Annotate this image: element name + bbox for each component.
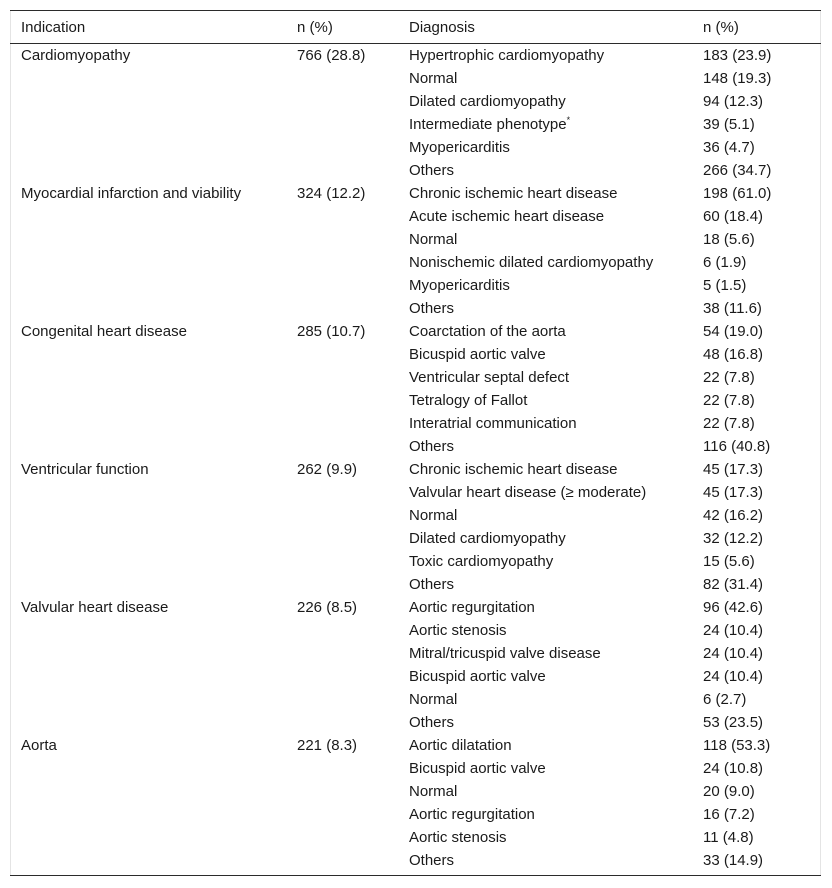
indication-count-cell: [286, 573, 398, 596]
diagnosis-count-cell: 42 (16.2): [703, 507, 764, 524]
table-row: [10, 573, 821, 596]
diagnosis-label: Aortic dilatation: [409, 737, 512, 754]
diagnosis-label: Normal: [409, 783, 458, 800]
indication-count-cell: 262 (9.9): [297, 461, 358, 478]
indication-cell: [10, 366, 286, 389]
diagnosis-count-cell: 6 (2.7): [703, 691, 747, 708]
indication-cell: [10, 205, 286, 228]
indication-count-cell: 766 (28.8): [297, 47, 366, 64]
indication-cell: [10, 251, 286, 274]
diagnosis-label: Bicuspid aortic valve: [409, 760, 546, 777]
table-row: [10, 136, 821, 159]
diagnosis-count-cell: 53 (23.5): [703, 714, 764, 731]
indication-count-cell: [286, 90, 398, 113]
diagnosis-count-cell: 82 (31.4): [703, 576, 764, 593]
table-row: [10, 550, 821, 573]
table-row: [10, 481, 821, 504]
table-row: [10, 642, 821, 665]
indication-cell: [10, 527, 286, 550]
diagnosis-cell: [398, 573, 692, 596]
diagnosis-label: Others: [409, 714, 455, 731]
indication-cell: [10, 573, 286, 596]
indication-count-cell: [286, 412, 398, 435]
table-row: [10, 849, 821, 872]
indication-count-cell: [286, 849, 398, 872]
diagnosis-count-cell: 118 (53.3): [703, 737, 771, 754]
diagnosis-label: Normal: [409, 507, 458, 524]
indication-cell: [10, 504, 286, 527]
diagnosis-label: Acute ischemic heart disease: [409, 208, 605, 225]
diagnosis-count-cell: 45 (17.3): [703, 461, 764, 478]
diagnosis-label: Myopericarditis: [409, 139, 510, 156]
diagnosis-label: Others: [409, 576, 455, 593]
diagnosis-count-cell: 20 (9.0): [703, 783, 755, 800]
table-row: [10, 90, 821, 113]
diagnosis-label: Aortic regurgitation: [409, 599, 535, 616]
table-row: [10, 803, 821, 826]
diagnosis-count-cell: 22 (7.8): [703, 369, 755, 386]
diagnosis-label: Coarctation of the aorta: [409, 323, 566, 340]
diagnosis-label: Bicuspid aortic valve: [409, 668, 546, 685]
table-row: [10, 504, 821, 527]
diagnosis-cell: [398, 596, 692, 619]
diagnosis-count-cell: 60 (18.4): [703, 208, 764, 225]
diagnosis-count-cell: 6 (1.9): [703, 254, 747, 271]
indication-count-cell: [286, 366, 398, 389]
indication-count-cell: [286, 297, 398, 320]
diagnosis-cell: [398, 711, 692, 734]
header-diagnosis: Diagnosis: [409, 19, 475, 36]
indication-count-cell: [286, 389, 398, 412]
diagnosis-label: Dilated cardiomyopathy: [409, 530, 566, 547]
diagnosis-cell: [398, 251, 692, 274]
table-row: [10, 205, 821, 228]
diagnosis-cell: [398, 527, 692, 550]
diagnosis-label: Myopericarditis: [409, 277, 510, 294]
diagnosis-cell: [398, 780, 692, 803]
diagnosis-cell: [398, 458, 692, 481]
diagnosis-cell: [398, 320, 692, 343]
header-row: [10, 16, 821, 44]
indication-cell: [10, 435, 286, 458]
table-top-rule: [10, 10, 821, 11]
indication-cell: [10, 711, 286, 734]
diagnosis-label: Others: [409, 300, 455, 317]
indication-cell: [10, 757, 286, 780]
diagnosis-cell: [398, 803, 692, 826]
diagnosis-label: Dilated cardiomyopathy: [409, 93, 566, 110]
diagnosis-cell: [398, 113, 692, 136]
indication-count-cell: [286, 527, 398, 550]
diagnosis-count-cell: 39 (5.1): [703, 116, 755, 133]
indication-cell: Ventricular function: [21, 461, 149, 478]
indication-count-cell: [286, 159, 398, 182]
table-body: [10, 44, 821, 872]
indication-cell: [10, 343, 286, 366]
diagnosis-cell: [398, 504, 692, 527]
table-row: [10, 182, 821, 205]
diagnosis-cell: [398, 297, 692, 320]
diagnosis-label: Intermediate phenotype: [409, 116, 567, 133]
diagnosis-count-cell: 116 (40.8): [703, 438, 771, 455]
diagnosis-count-cell: 38 (11.6): [703, 300, 762, 317]
table-row: [10, 251, 821, 274]
indication-count-cell: 221 (8.3): [297, 737, 358, 754]
diagnosis-label: Normal: [409, 231, 458, 248]
indication-cell: Congenital heart disease: [21, 323, 187, 340]
table-row: [10, 159, 821, 182]
diagnosis-count-cell: 148 (19.3): [703, 70, 772, 87]
table-row: [10, 458, 821, 481]
diagnosis-count-cell: 18 (5.6): [703, 231, 755, 248]
indication-cell: [10, 826, 286, 849]
table-row: [10, 734, 821, 757]
header-indication: Indication: [21, 19, 86, 36]
diagnosis-cell: [398, 182, 692, 205]
diagnosis-cell: [398, 343, 692, 366]
table-row: [10, 826, 821, 849]
table-row: [10, 527, 821, 550]
table-row: [10, 596, 821, 619]
table-row: [10, 343, 821, 366]
indication-cell: [10, 619, 286, 642]
indication-diagnosis-table: [10, 16, 821, 872]
diagnosis-label: Toxic cardiomyopathy: [409, 553, 554, 570]
indication-count-cell: [286, 113, 398, 136]
diagnosis-count-cell: 11 (4.8): [703, 829, 754, 846]
diagnosis-count-cell: 54 (19.0): [703, 323, 764, 340]
diagnosis-count-cell: 36 (4.7): [703, 139, 755, 156]
diagnosis-count-cell: 15 (5.6): [703, 553, 755, 570]
table-row: [10, 44, 821, 67]
indication-count-cell: [286, 757, 398, 780]
diagnosis-count-cell: 24 (10.4): [703, 668, 764, 685]
indication-cell: [10, 274, 286, 297]
diagnosis-count-cell: 33 (14.9): [703, 852, 764, 869]
table-header: [10, 16, 821, 44]
table-row: [10, 435, 821, 458]
diagnosis-label: Chronic ischemic heart disease: [409, 461, 618, 478]
diagnosis-label: Valvular heart disease (≥ moderate): [409, 484, 647, 501]
diagnosis-label: Others: [409, 852, 455, 869]
diagnosis-cell: [398, 435, 692, 458]
diagnosis-cell: [398, 159, 692, 182]
indication-cell: [10, 412, 286, 435]
indication-count-cell: [286, 435, 398, 458]
table-row: [10, 389, 821, 412]
diagnosis-label: Others: [409, 162, 455, 179]
indication-cell: [10, 297, 286, 320]
indication-cell: [10, 665, 286, 688]
diagnosis-cell: [398, 274, 692, 297]
diagnosis-count-cell: 24 (10.8): [703, 760, 764, 777]
diagnosis-cell: [398, 44, 692, 67]
diagnosis-label: Hypertrophic cardiomyopathy: [409, 47, 605, 64]
indication-count-cell: [286, 136, 398, 159]
diagnosis-cell: [398, 826, 692, 849]
diagnosis-count-cell: 24 (10.4): [703, 622, 764, 639]
diagnosis-cell: [398, 205, 692, 228]
diagnosis-label: Aortic regurgitation: [409, 806, 535, 823]
table-row: [10, 757, 821, 780]
table-row: [10, 711, 821, 734]
indication-count-cell: [286, 251, 398, 274]
indication-cell: [10, 688, 286, 711]
indication-cell: [10, 67, 286, 90]
indication-cell: [10, 550, 286, 573]
diagnosis-cell: [398, 665, 692, 688]
indication-cell: Cardiomyopathy: [21, 47, 131, 64]
footnote-marker: *: [566, 115, 571, 125]
indication-count-cell: [286, 665, 398, 688]
table-row: [10, 297, 821, 320]
indication-cell: [10, 803, 286, 826]
indication-count-cell: [286, 343, 398, 366]
table-row: [10, 67, 821, 90]
diagnosis-count-cell: 24 (10.4): [703, 645, 764, 662]
diagnosis-cell: [398, 389, 692, 412]
diagnosis-cell: [398, 228, 692, 251]
diagnosis-label: Ventricular septal defect: [409, 369, 570, 386]
diagnosis-count-cell: 183 (23.9): [703, 47, 772, 64]
diagnosis-label: Interatrial communication: [409, 415, 577, 432]
diagnosis-label: Others: [409, 438, 455, 455]
diagnosis-count-cell: 5 (1.5): [703, 277, 747, 294]
diagnosis-label: Aortic stenosis: [409, 829, 507, 846]
diagnosis-label: Normal: [409, 691, 458, 708]
table-row: [10, 412, 821, 435]
diagnosis-label: Chronic ischemic heart disease: [409, 185, 618, 202]
diagnosis-label: Normal: [409, 70, 458, 87]
diagnosis-cell: [398, 136, 692, 159]
indication-count-cell: [286, 619, 398, 642]
diagnosis-cell: [398, 366, 692, 389]
indication-cell: [10, 228, 286, 251]
indication-count-cell: [286, 205, 398, 228]
header-n-indication: n (%): [297, 19, 333, 36]
header-n-diagnosis: n (%): [703, 19, 739, 36]
indication-cell: [10, 159, 286, 182]
indication-cell: [10, 780, 286, 803]
indication-count-cell: 226 (8.5): [297, 599, 358, 616]
diagnosis-label: Bicuspid aortic valve: [409, 346, 546, 363]
indication-count-cell: [286, 67, 398, 90]
table-row: [10, 113, 821, 136]
diagnosis-cell: [398, 688, 692, 711]
diagnosis-label: Aortic stenosis: [409, 622, 507, 639]
indication-cell: [10, 389, 286, 412]
table-row: [10, 688, 821, 711]
indication-cell: Valvular heart disease: [21, 599, 169, 616]
indication-count-cell: [286, 228, 398, 251]
diagnosis-count-cell: 266 (34.7): [703, 162, 772, 179]
indication-count-cell: [286, 481, 398, 504]
indication-cell: Aorta: [21, 737, 57, 754]
diagnosis-count-cell: 22 (7.8): [703, 392, 755, 409]
indication-count-cell: 285 (10.7): [297, 323, 366, 340]
indication-count-cell: [286, 642, 398, 665]
diagnosis-cell: [398, 412, 692, 435]
table-row: [10, 780, 821, 803]
table-row: [10, 320, 821, 343]
diagnosis-count-cell: 94 (12.3): [703, 93, 764, 110]
diagnosis-cell: [398, 642, 692, 665]
diagnosis-cell: [398, 67, 692, 90]
indication-cell: [10, 90, 286, 113]
indication-cell: [10, 642, 286, 665]
diagnosis-count-cell: 48 (16.8): [703, 346, 764, 363]
diagnosis-count-cell: 32 (12.2): [703, 530, 764, 547]
table-row: [10, 274, 821, 297]
indication-count-cell: [286, 274, 398, 297]
indication-cell: [10, 136, 286, 159]
diagnosis-count-cell: 45 (17.3): [703, 484, 764, 501]
indication-cell: [10, 849, 286, 872]
diagnosis-label: Tetralogy of Fallot: [409, 392, 528, 409]
indication-count-cell: [286, 550, 398, 573]
diagnosis-cell: [398, 734, 692, 757]
indication-count-cell: [286, 711, 398, 734]
indication-count-cell: 324 (12.2): [297, 185, 366, 202]
diagnosis-cell: [398, 619, 692, 642]
table-row: [10, 228, 821, 251]
indication-cell: Myocardial infarction and viability: [21, 185, 242, 202]
table-row: [10, 619, 821, 642]
diagnosis-cell: [398, 550, 692, 573]
indication-count-cell: [286, 688, 398, 711]
indication-count-cell: [286, 826, 398, 849]
indication-cell: [10, 113, 286, 136]
diagnosis-count-cell: 198 (61.0): [703, 185, 772, 202]
table-row: [10, 665, 821, 688]
diagnosis-label: Mitral/tricuspid valve disease: [409, 645, 601, 662]
indication-cell: [10, 481, 286, 504]
diagnosis-count-cell: 16 (7.2): [703, 806, 755, 823]
diagnosis-cell: [398, 757, 692, 780]
indication-count-cell: [286, 780, 398, 803]
indication-count-cell: [286, 504, 398, 527]
diagnosis-count-cell: 96 (42.6): [703, 599, 764, 616]
diagnosis-cell: [398, 90, 692, 113]
table-bottom-rule: [10, 875, 821, 876]
table-row: [10, 366, 821, 389]
diagnosis-count-cell: 22 (7.8): [703, 415, 755, 432]
diagnosis-cell: [398, 849, 692, 872]
diagnosis-label: Nonischemic dilated cardiomyopathy: [409, 254, 654, 271]
indication-count-cell: [286, 803, 398, 826]
diagnosis-cell: [398, 481, 692, 504]
